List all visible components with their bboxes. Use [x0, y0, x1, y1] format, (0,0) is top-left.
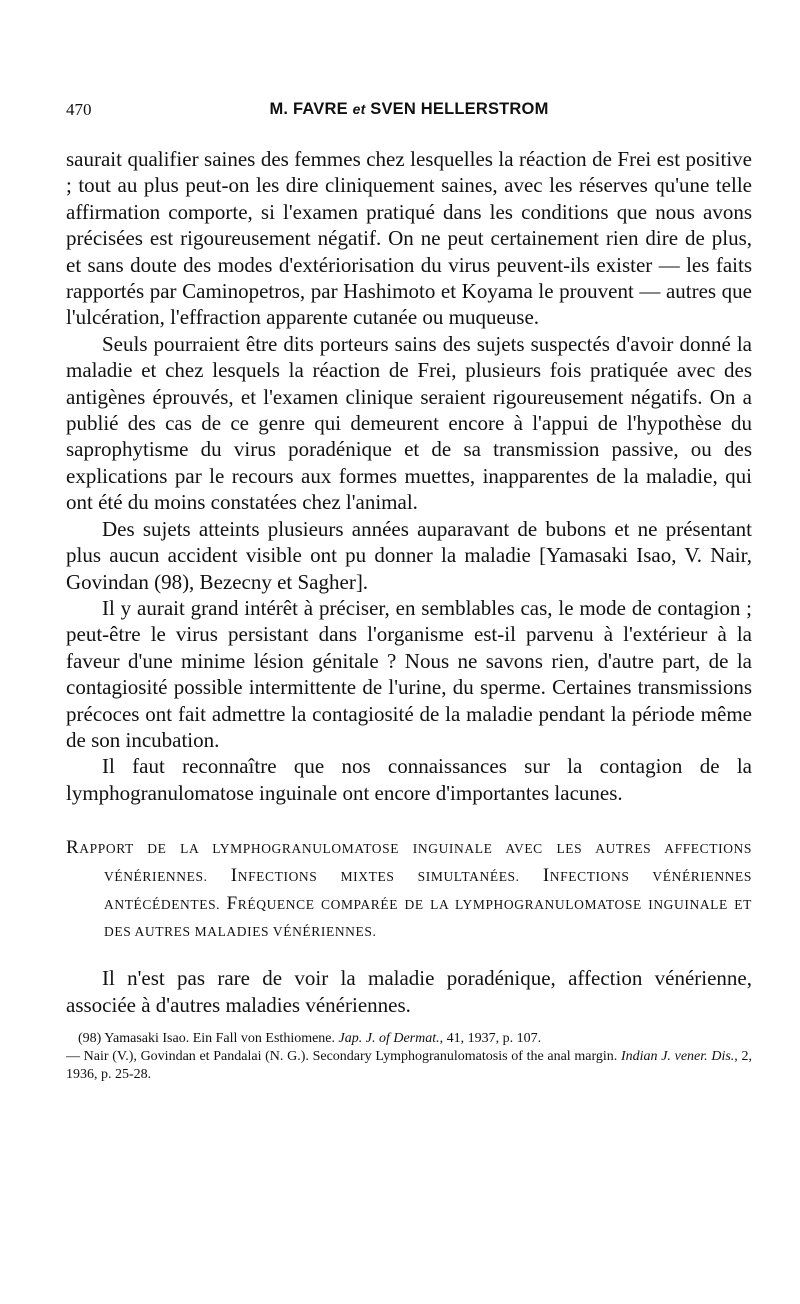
body-paragraph: Des sujets atteints plusieurs années auparavant de bubons et ne présentant plus aucun accident visible ont pu donner la maladie [Yamasaki Isao, V. Nair, Govindan (98), Bezecny et Sagher].	[66, 516, 752, 594]
body-paragraph: Il faut reconnaître que nos connaissances sur la contagion de la lymphogranulomatose inguinale ont encore d'importantes lacunes.	[66, 754, 752, 805]
body-paragraph: Il y aurait grand intérêt à préciser, en semblables cas, le mode de contagion ; peut-être le virus persistant dans l'organisme est-il parvenu à l'extérieur à la faveur d'une minime lésion génitale ? Nous ne savons rien, d'autre part, de la contagiosité possible intermittente de l'urine, du sperme. Certaines transmissions précoces ont fait admettre la contagiosité de la maladie pendant la période même de son incubation.	[66, 595, 752, 752]
section-body	[66, 965, 752, 1018]
footnote: — Nair (V.), Govindan et Pandalai (N. G.). Secondary Lymphogranulomatosis of the anal margin. Indian J. vener. Dis., 2, 1936, p. 25-28.	[66, 1048, 752, 1082]
author-conjunction: et	[352, 101, 366, 117]
page-number: 470	[66, 100, 92, 119]
document-page	[66, 100, 752, 1084]
author-1: M. FAVRE	[269, 100, 348, 118]
section-heading: RAPPORT DE LA LYMPHOGRANULOMATOSE INGUINALE AVEC LES AUTRES AFFECTIONS VÉNÉRIENNES. INFECTIONS MIXTES SIMULTANÉES. INFECTIONS VÉNÉRIENNES ANTÉCÉDENTES. FRÉQUENCE COMPARÉE DE LA LYMPHOGRANULOMATOSE INGUINALE ET DES AUTRES MALADIES VÉNÉRIENNES.	[66, 837, 753, 940]
footnote: (98) Yamasaki Isao. Ein Fall von Esthiomene. Jap. J. of Dermat., 41, 1937, p. 107.	[78, 1030, 542, 1046]
body-paragraph: saurait qualifier saines des femmes chez lesquelles la réaction de Frei est positive ; tout au plus peut-on les dire cliniquement saines, avec les réserves qu'une telle affirmation comporte, si l'examen pratiqué dans les conditions que nous avons précisées est rigoureusement négatif. On ne peut certainement rien dire de plus, et sans doute des modes d'extériorisation du virus peuvent-ils exister — les faits rapportés par Caminopetros, par Hashimoto et Koyama le prouvent — autres que l'ulcération, l'effraction apparente cutanée ou muqueuse.	[66, 147, 752, 330]
footnotes	[66, 1030, 752, 1084]
body-paragraph: Il n'est pas rare de voir la maladie poradénique, affection vénérienne, associée à d'autres maladies vénériennes.	[66, 966, 752, 1017]
author-2: SVEN HELLERSTROM	[370, 100, 549, 118]
running-head	[66, 100, 752, 128]
body-text	[66, 146, 752, 806]
running-title	[66, 100, 752, 119]
body-paragraph: Seuls pourraient être dits porteurs sains des sujets suspectés d'avoir donné la maladie et chez lesquels la réaction de Frei, plusieurs fois pratiquée avec des antigènes éprouvés, et l'examen clinique seraient rigoureusement négatifs. On a publié des cas de ce genre qui demeurent encore à l'appui de l'hypothèse du saprophytisme du virus poradénique et de sa transmission passive, ou des explications par le recours aux formes muettes, inapparentes de la maladie, qui ont été du moins constatées chez l'animal.	[66, 331, 752, 515]
